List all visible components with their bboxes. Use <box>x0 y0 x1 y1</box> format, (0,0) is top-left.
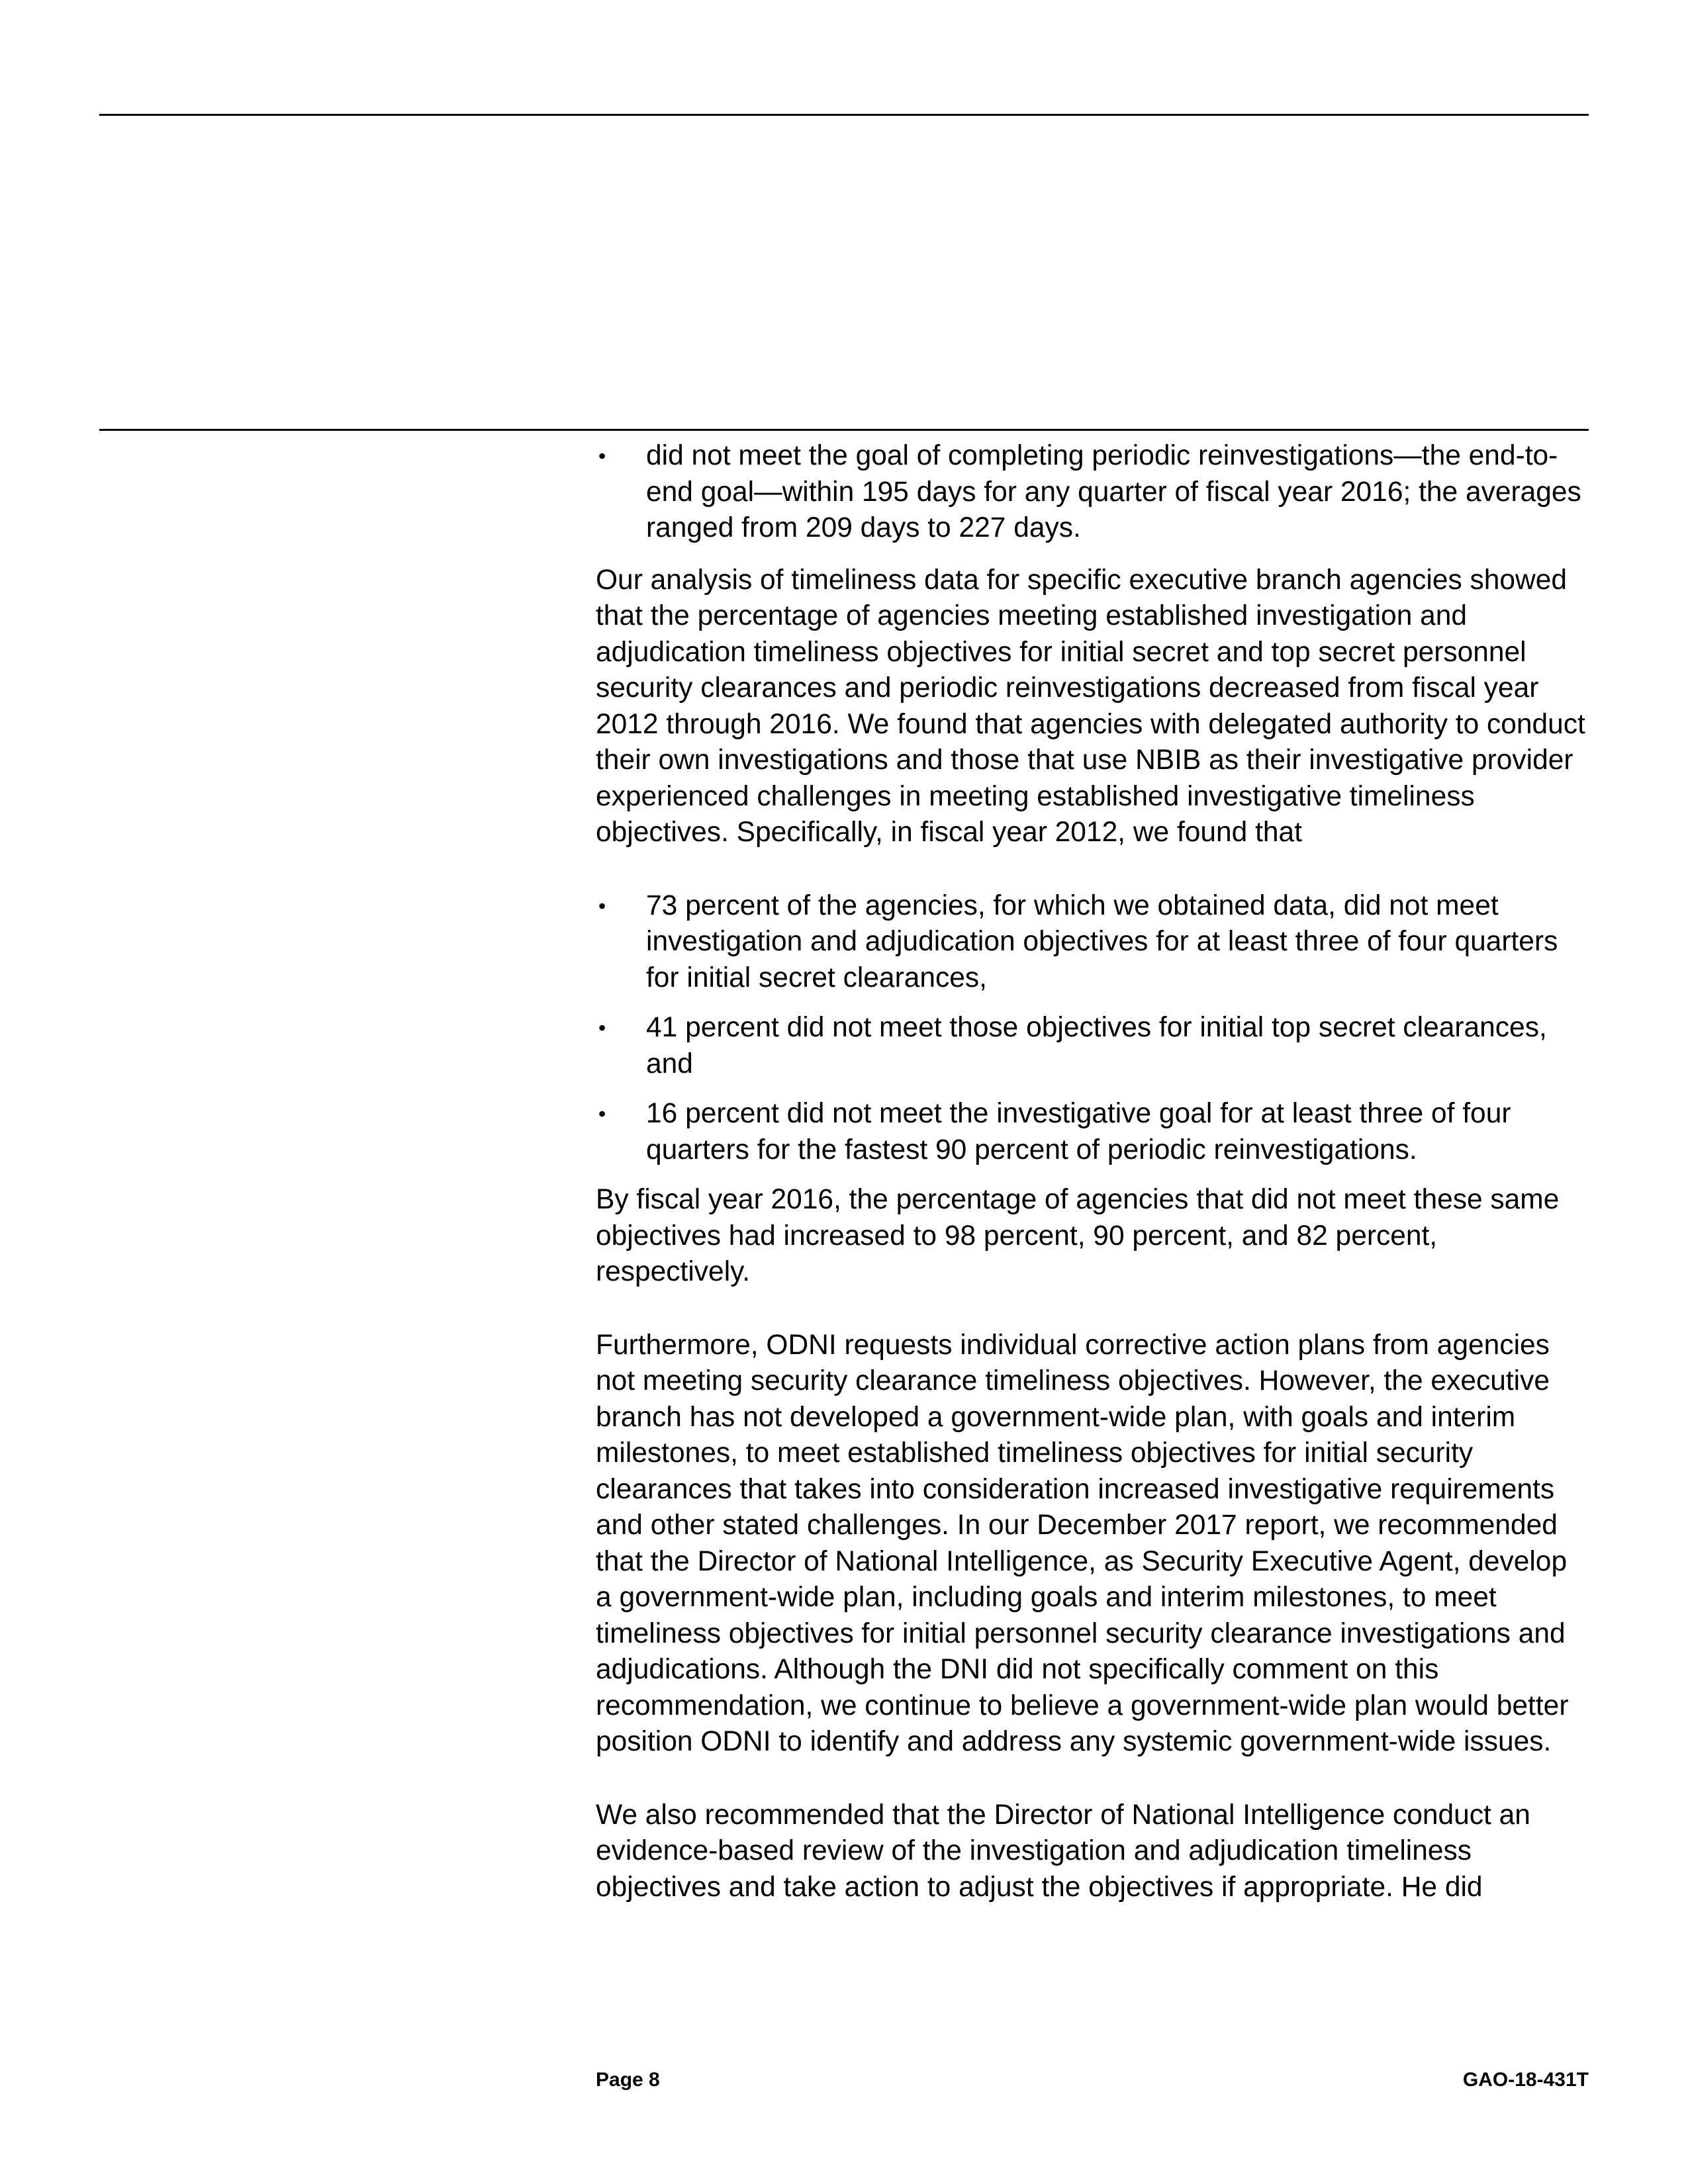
paragraph-corrective-plans: Furthermore, ODNI requests individual corrective action plans from agencies not meeting security clearance timeliness objectives. However, the executive branch has not developed a government-wide plan, with goals and interim milestones, to meet established timeliness objectives for initial security clearances that takes into consideration increased investigative requirements and other stated challenges. In our December 2017 report, we recommended that the Director of National Intelligence, as Security Executive Agent, develop a government-wide plan, including goals and interim milestones, to meet timeliness objectives for initial personnel security clearance investigations and adjudications. Although the DNI did not specifically comment on this recommendation, we continue to believe a government-wide plan would better position ODNI to identify and address any systemic government-wide issues. <box>596 1329 1569 1757</box>
bullet-icon: • <box>598 1016 606 1040</box>
list-item <box>596 1096 1589 1168</box>
header-rule-bottom <box>99 429 1589 431</box>
paragraph-analysis: Our analysis of timeliness data for specific executive branch agencies showed that the percentage of agencies meeting established investigation and adjudication timeliness objectives for initial secret and top secret personnel security clearances and periodic reinvestigations decreased from fiscal year 2012 through 2016. We found that agencies with delegated authority to conduct their own investigations and those that use NBIB as their investigative provider experienced challenges in meeting established investigative timeliness objectives. Specifically, in fiscal year 2012, we found that <box>596 564 1585 848</box>
page-number: Page 8 <box>596 2069 660 2091</box>
header-rule-top <box>99 114 1589 116</box>
list-item <box>596 1010 1589 1082</box>
body-text <box>596 438 1589 1905</box>
list-item-text: 41 percent did not meet those objectives for initial top secret clearances, and <box>646 1012 1547 1079</box>
bullet-icon: • <box>598 893 606 918</box>
report-id: GAO-18-431T <box>1462 2069 1589 2091</box>
bullet-list-top <box>596 438 1589 547</box>
list-item-text: did not meet the goal of completing periodic reinvestigations—the end-to-end goal—within 195 days for any quarter of fiscal year 2016; the averages ranged from 209 days to 227 days. <box>646 440 1581 543</box>
bullet-icon: • <box>598 444 606 468</box>
list-item-text: 73 percent of the agencies, for which we obtained data, did not meet investigation and adjudication objectives for at least three of four quarters for initial secret clearances, <box>646 889 1558 993</box>
bullet-list-findings <box>596 888 1589 1169</box>
paragraph-recommendation: We also recommended that the Director of National Intelligence conduct an evidence-based review of the investigation and adjudication timeliness objectives and take action to adjust the objectives if appropriate. He did <box>596 1799 1530 1903</box>
list-item-text: 16 percent did not meet the investigative goal for at least three of four quarters for the fastest 90 percent of periodic reinvestigations. <box>646 1098 1511 1165</box>
paragraph-fy2016: By fiscal year 2016, the percentage of agencies that did not meet these same objectives had increased to 98 percent, 90 percent, and 82 percent, respectively. <box>596 1184 1560 1287</box>
list-item <box>596 888 1589 997</box>
bullet-icon: • <box>598 1102 606 1126</box>
list-item <box>596 438 1589 547</box>
